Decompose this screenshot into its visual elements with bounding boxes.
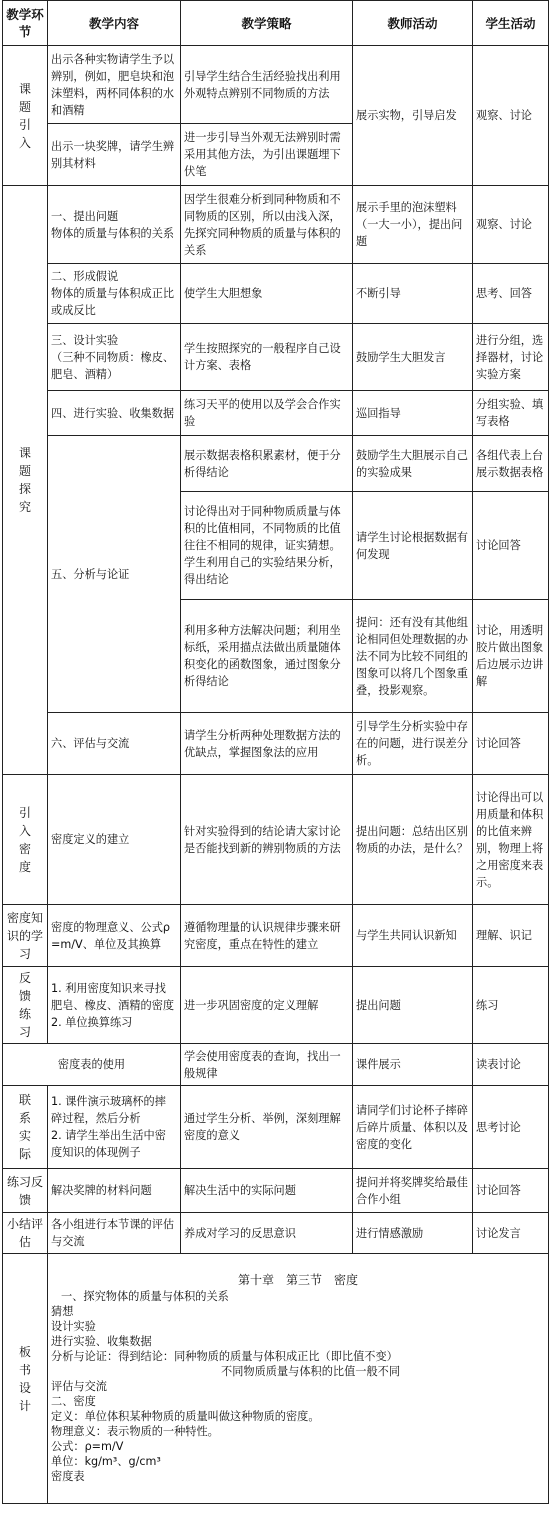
student-cell: 观察、讨论 (473, 46, 549, 186)
student-cell: 思考讨论 (473, 1086, 549, 1169)
student-cell: 进行分组，选择器材，讨论实验方案 (473, 324, 549, 391)
header-strategy: 教学策略 (181, 1, 353, 46)
student-cell: 讨论，用透明胶片做出图象后边展示边讲解 (473, 600, 549, 713)
board-unit: 单位：kg/m³、g/cm³ (51, 1455, 161, 1468)
table-row (3, 391, 549, 436)
content-cell: 各小组进行本节课的评估与交流 (48, 1213, 181, 1254)
header-teacher: 教师活动 (353, 1, 473, 46)
header-content: 教学内容 (48, 1, 181, 46)
student-cell: 分组实验、填写表格 (473, 391, 549, 436)
student-cell: 讨论发言 (473, 1213, 549, 1254)
board-line: 一、探究物体的质量与体积的关系 (61, 1290, 229, 1303)
content-cell: 五、分析与论证 (48, 436, 181, 713)
student-cell: 练习 (473, 967, 549, 1044)
content-cell: 二、形成假说 物体的质量与体积成正比或成反比 (48, 264, 181, 324)
stage-density: 引入密度 (3, 775, 48, 905)
stage-intro: 课题引入 (3, 46, 48, 186)
teacher-cell: 引导学生分析实验中存在的问题，进行误差分析。 (353, 713, 473, 775)
content-cell: 出示一块奖牌，请学生辨别其材料 (48, 124, 181, 186)
header-stage: 教学环节 (3, 1, 48, 46)
strategy-cell: 针对实验得到的结论请大家讨论是否能找到新的辨别物质的方法 (181, 775, 353, 905)
strategy-cell: 进一步巩固密度的定义理解 (181, 967, 353, 1044)
strategy-cell: 展示数据表格积累素材，便于分析得结论 (181, 436, 353, 492)
board-title: 第十章 第三节 密度 (237, 1273, 358, 1287)
board-line: 设计实验 (51, 1320, 96, 1333)
student-cell: 讨论回答 (473, 713, 549, 775)
strategy-cell: 讨论得出对于同种物质质量与体积的比值相同，不同物质的比值往往不相同的规律，证实猜想。 学生利用自己的实验结果分析，得出结论 (181, 492, 353, 600)
strategy-cell: 进一步引导当外观无法辨别时需采用其他方法，为引出课题埋下伏笔 (181, 124, 353, 186)
teacher-cell: 展示手里的泡沫塑料（一大一小），提出问题 (353, 186, 473, 264)
board-line: 不同物质质量与体积的比值一般不同 (221, 1365, 401, 1378)
strategy-cell: 练习天平的使用以及学会合作实验 (181, 391, 353, 436)
strategy-cell: 引导学生结合生活经验找出利用外观特点辨别不同物质的方法 (181, 46, 353, 124)
stage-practice: 练习反馈 (3, 1169, 48, 1213)
strategy-cell: 因学生很难分析到同种物质和不同物质的区别，所以由浅入深，先探究同种物质的质量与体积的关系 (181, 186, 353, 264)
table-row (3, 1254, 549, 1504)
teacher-cell: 请学生讨论根据数据有何发现 (353, 492, 473, 600)
strategy-cell: 学会使用密度表的查询，找出一般规律 (181, 1044, 353, 1086)
stage-density-learn: 密度知识的学习 (3, 905, 48, 967)
header-student: 学生活动 (473, 1, 549, 46)
table-row (3, 436, 549, 492)
table-row (3, 1169, 549, 1213)
board-line: 物理意义：表示物质的一种特性。 (51, 1425, 219, 1438)
teacher-cell: 不断引导 (353, 264, 473, 324)
strategy-cell: 使学生大胆想象 (181, 264, 353, 324)
board-line: 密度表 (51, 1470, 85, 1483)
table-row (3, 905, 549, 967)
strategy-cell: 养成对学习的反思意识 (181, 1213, 353, 1254)
board-line: 分析与论证：得到结论：同种物质的质量与体积成正比（即比值不变） (51, 1350, 398, 1363)
student-cell: 讨论回答 (473, 1169, 549, 1213)
lesson-plan-table (2, 0, 549, 1504)
student-cell: 观察、讨论 (473, 186, 549, 264)
content-cell: 六、评估与交流 (48, 713, 181, 775)
strategy-cell: 学生按照探究的一般程序自己设计方案、表格 (181, 324, 353, 391)
student-cell: 思考、回答 (473, 264, 549, 324)
table-row (3, 324, 549, 391)
teacher-cell: 提出问题 (353, 967, 473, 1044)
board-line: 进行实验、收集数据 (51, 1335, 152, 1348)
header-row (3, 1, 549, 46)
teacher-cell: 展示实物，引导启发 (353, 46, 473, 186)
teacher-cell: 提问：还有没有其他组论相同但处理数据的办法不同为比较不同组的图象可以将几个图象重叠，投影观察。 (353, 600, 473, 713)
stage-connect: 联系实际 (3, 1086, 48, 1169)
teacher-cell: 进行情感激励 (353, 1213, 473, 1254)
board-line: 定义：单位体积某种物质的质量叫做这种物质的密度。 (51, 1410, 320, 1423)
student-cell: 理解、识记 (473, 905, 549, 967)
teacher-cell: 提问并将奖牌奖给最佳合作小组 (353, 1169, 473, 1213)
content-cell: 密度定义的建立 (48, 775, 181, 905)
table-row (3, 967, 549, 1044)
student-cell: 讨论回答 (473, 492, 549, 600)
student-cell: 讨论得出可以用质量和体积的比值来辨别，物理上将之用密度来表示。 (473, 775, 549, 905)
content-cell: 解决奖牌的材料问题 (48, 1169, 181, 1213)
strategy-cell: 解决生活中的实际问题 (181, 1169, 353, 1213)
teacher-cell: 提出问题：总结出区别物质的办法，是什么？ (353, 775, 473, 905)
board-design (48, 1254, 549, 1504)
teacher-cell: 与学生共同认识新知 (353, 905, 473, 967)
content-cell: 密度表的使用 (3, 1044, 181, 1086)
board-line: 二、密度 (51, 1395, 96, 1408)
board-formula: 公式：ρ=m/V (51, 1440, 124, 1453)
student-cell: 各组代表上台展示数据表格 (473, 436, 549, 492)
table-row (3, 186, 549, 264)
strategy-cell: 遵循物理量的认识规律步骤来研究密度，重点在特性的建立 (181, 905, 353, 967)
table-row (3, 1044, 549, 1086)
teacher-cell: 巡回指导 (353, 391, 473, 436)
teacher-cell: 鼓励学生大胆展示自己的实验成果 (353, 436, 473, 492)
stage-board: 板书设计 (3, 1254, 48, 1504)
table-row (3, 713, 549, 775)
table-row (3, 1086, 549, 1169)
strategy-cell: 通过学生分析、举例，深刻理解密度的意义 (181, 1086, 353, 1169)
content-cell: 出示各种实物请学生予以辨别，例如，肥皂块和泡沫塑料，两杯同体积的水和酒精 (48, 46, 181, 124)
stage-summary: 小结评估 (3, 1213, 48, 1254)
stage-feedback: 反馈练习 (3, 967, 48, 1044)
content-cell: 一、提出问题 物体的质量与体积的关系 (48, 186, 181, 264)
board-line: 评估与交流 (51, 1380, 107, 1393)
table-row (3, 264, 549, 324)
stage-explore: 课题探究 (3, 186, 48, 775)
content-cell: 密度的物理意义、公式ρ=m/V、单位及其换算 (48, 905, 181, 967)
content-cell: 三、设计实验 （三种不同物质：橡皮、肥皂、酒精） (48, 324, 181, 391)
student-cell: 读表讨论 (473, 1044, 549, 1086)
board-line: 猜想 (51, 1305, 74, 1318)
teacher-cell: 课件展示 (353, 1044, 473, 1086)
strategy-cell: 请学生分析两种处理数据方法的优缺点，掌握图象法的应用 (181, 713, 353, 775)
table-row (3, 775, 549, 905)
table-row (3, 46, 549, 124)
teacher-cell: 鼓励学生大胆发言 (353, 324, 473, 391)
strategy-cell: 利用多种方法解决问题；利用坐标纸，采用描点法做出质量随体积变化的函数图象，通过图象分析得结论 (181, 600, 353, 713)
content-cell: 四、进行实验、收集数据 (48, 391, 181, 436)
content-cell: 1. 课件演示玻璃杯的摔碎过程，然后分析 2. 请学生举出生活中密度知识的体现例子 (48, 1086, 181, 1169)
table-row (3, 1213, 549, 1254)
teacher-cell: 请同学们讨论杯子摔碎后碎片质量、体积以及密度的变化 (353, 1086, 473, 1169)
content-cell: 1. 利用密度知识来寻找肥皂、橡皮、酒精的密度 2. 单位换算练习 (48, 967, 181, 1044)
